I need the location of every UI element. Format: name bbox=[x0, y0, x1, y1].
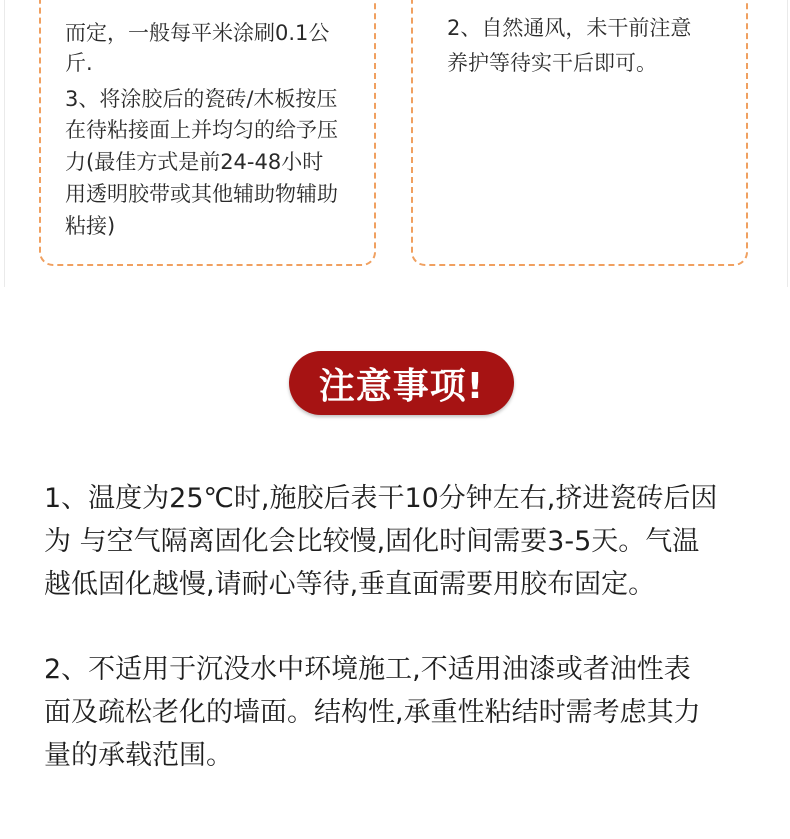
instruction-panel bbox=[4, 0, 788, 287]
steps-left-line: 用透明胶带或其他辅助物辅助 bbox=[65, 182, 338, 206]
steps-left-line: 粘接) bbox=[65, 214, 116, 238]
notice-paragraph-1-line: 为 与空气隔离固化会比较慢,固化时间需要3-5天。气温 bbox=[44, 526, 700, 557]
notice-title-badge bbox=[289, 351, 514, 415]
notice-paragraph-1-line: 1、温度为25℃时,施胶后表干10分钟左右,挤进瓷砖后因 bbox=[44, 483, 718, 514]
steps-right-line: 养护等待实干后即可。 bbox=[447, 51, 657, 75]
steps-left-line: 斤. bbox=[65, 51, 93, 75]
notice-title: 注意事项! bbox=[318, 365, 485, 407]
notice-paragraph-1-line: 越低固化越慢,请耐心等待,垂直面需要用胶布固定。 bbox=[44, 569, 656, 600]
steps-right-line: 2、自然通风，未干前注意 bbox=[447, 16, 692, 40]
steps-left-line: 而定，一般每平米涂刷0.1公 bbox=[65, 21, 330, 45]
steps-box-left bbox=[39, 0, 376, 266]
notice-paragraph-2-line: 量的承载范围。 bbox=[44, 740, 233, 771]
steps-box-right bbox=[411, 0, 748, 266]
notice-paragraph-2-line: 面及疏松老化的墙面。结构性,承重性粘结时需考虑其力 bbox=[44, 697, 701, 728]
notice-paragraph-2-line: 2、不适用于沉没水中环境施工,不适用油漆或者油性表 bbox=[44, 654, 691, 685]
steps-left-line: 在待粘接面上并均匀的给予压 bbox=[65, 118, 338, 142]
steps-left-line: 力(最佳方式是前24-48小时 bbox=[65, 150, 324, 174]
steps-left-line: 3、将涂胶后的瓷砖/木板按压 bbox=[65, 87, 338, 111]
